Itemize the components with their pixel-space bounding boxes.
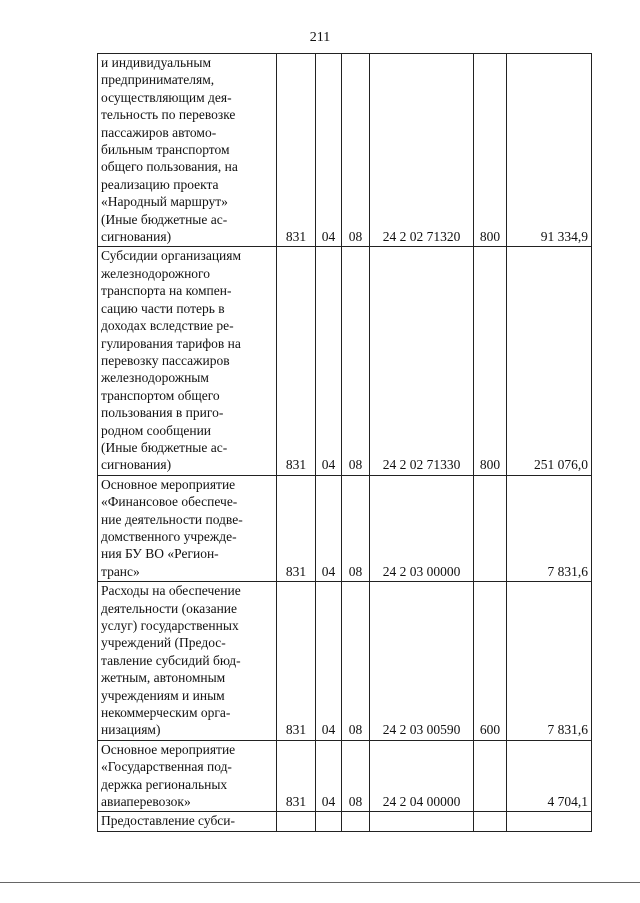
section-code-cell: 04 <box>316 475 342 581</box>
description-line: железнодорожного <box>101 265 210 281</box>
target-article-cell <box>370 812 474 831</box>
section-code-cell <box>316 812 342 831</box>
table-row <box>98 247 592 475</box>
amount-cell: 251 076,0 <box>507 247 592 475</box>
admin-code-cell <box>277 812 316 831</box>
admin-code-cell: 831 <box>277 247 316 475</box>
row-description <box>98 812 277 831</box>
description-line: Субсидии организациям <box>101 248 242 264</box>
section-code-cell: 04 <box>316 247 342 475</box>
subsection-code-cell: 08 <box>342 582 370 741</box>
amount-cell: 7 831,6 <box>507 582 592 741</box>
table-row <box>98 812 592 831</box>
subsection-code-cell: 08 <box>342 247 370 475</box>
description-line: «Государственная под- <box>101 759 232 775</box>
row-description <box>98 475 277 581</box>
target-article-cell: 24 2 04 00000 <box>370 740 474 812</box>
row-description <box>98 582 277 741</box>
row-description <box>98 54 277 247</box>
description-line: транс» <box>101 563 140 579</box>
subsection-code-cell: 08 <box>342 475 370 581</box>
description-line: предпринимателям, <box>101 72 215 88</box>
description-line: транспортом общего <box>101 387 220 403</box>
description-line: учреждениям и иным <box>101 687 225 703</box>
description-line: ние деятельности подве- <box>101 511 243 527</box>
amount-cell: 91 334,9 <box>507 54 592 247</box>
description-line: бильным транспортом <box>101 142 230 158</box>
description-line: ния БУ ВО «Регион- <box>101 546 219 562</box>
expense-type-cell: 800 <box>474 247 507 475</box>
subsection-code-cell: 08 <box>342 54 370 247</box>
section-code-cell: 04 <box>316 54 342 247</box>
description-line: сацию части потерь в <box>101 300 225 316</box>
section-code-cell: 04 <box>316 740 342 812</box>
description-line: некоммерческим орга- <box>101 705 231 721</box>
admin-code-cell: 831 <box>277 475 316 581</box>
description-line: общего пользования, на <box>101 159 238 175</box>
description-line: Основное мероприятие <box>101 741 236 757</box>
row-description <box>98 247 277 475</box>
description-line: жетным, автономным <box>101 670 226 686</box>
expense-type-cell <box>474 740 507 812</box>
description-line: доходах вследствие ре- <box>101 318 234 334</box>
description-line: деятельности (оказание <box>101 600 238 616</box>
section-code-cell: 04 <box>316 582 342 741</box>
expense-type-cell <box>474 475 507 581</box>
description-line: реализацию проекта <box>101 176 219 192</box>
admin-code-cell: 831 <box>277 582 316 741</box>
description-line: сигнования) <box>101 457 172 473</box>
description-line: услуг) государственных <box>101 618 239 633</box>
page-bottom-rule <box>0 882 640 883</box>
expense-type-cell: 600 <box>474 582 507 741</box>
admin-code-cell: 831 <box>277 740 316 812</box>
description-line: авиаперевозок» <box>101 794 191 810</box>
subsection-code-cell <box>342 812 370 831</box>
target-article-cell: 24 2 02 71330 <box>370 247 474 475</box>
amount-cell <box>507 812 592 831</box>
description-line: тельность по перевозке <box>101 107 236 123</box>
description-line: (Иные бюджетные ас- <box>101 211 228 227</box>
budget-table <box>97 53 592 832</box>
table-row <box>98 54 592 247</box>
description-line: сигнования) <box>101 229 172 245</box>
expense-type-cell: 800 <box>474 54 507 247</box>
description-line: держка региональных <box>101 776 228 792</box>
description-line: родном сообщении <box>101 422 212 438</box>
description-line: осуществляющим дея- <box>101 89 232 105</box>
description-line: тавление субсидий бюд- <box>101 652 241 668</box>
description-line: домственного учрежде- <box>101 528 237 544</box>
page-number: 211 <box>309 30 331 45</box>
admin-code-cell: 831 <box>277 54 316 247</box>
description-line: перевозку пассажиров <box>101 352 230 368</box>
amount-cell: 7 831,6 <box>507 475 592 581</box>
description-line: Основное мероприятие <box>101 476 236 492</box>
description-line: и индивидуальным <box>101 55 212 70</box>
amount-cell: 4 704,1 <box>507 740 592 812</box>
description-line: «Финансовое обеспече- <box>101 494 238 510</box>
subsection-code-cell: 08 <box>342 740 370 812</box>
description-line: Предоставление субси- <box>101 813 236 829</box>
description-line: (Иные бюджетные ас- <box>101 439 228 455</box>
description-line: гулирования тарифов на <box>101 335 241 351</box>
description-line: «Народный маршрут» <box>101 194 228 210</box>
target-article-cell: 24 2 02 71320 <box>370 54 474 247</box>
table-row <box>98 582 592 741</box>
description-line: учреждений (Предос- <box>101 635 226 651</box>
description-line: транспорта на компен- <box>101 283 232 299</box>
description-line: пассажиров автомо- <box>101 124 217 140</box>
row-description <box>98 740 277 812</box>
target-article-cell: 24 2 03 00590 <box>370 582 474 741</box>
expense-type-cell <box>474 812 507 831</box>
description-line: железнодорожным <box>101 370 209 386</box>
description-line: низациям) <box>101 722 161 738</box>
table-row <box>98 740 592 812</box>
table-row <box>98 475 592 581</box>
target-article-cell: 24 2 03 00000 <box>370 475 474 581</box>
description-line: Расходы на обеспечение <box>101 583 241 599</box>
description-line: пользования в приго- <box>101 405 224 421</box>
